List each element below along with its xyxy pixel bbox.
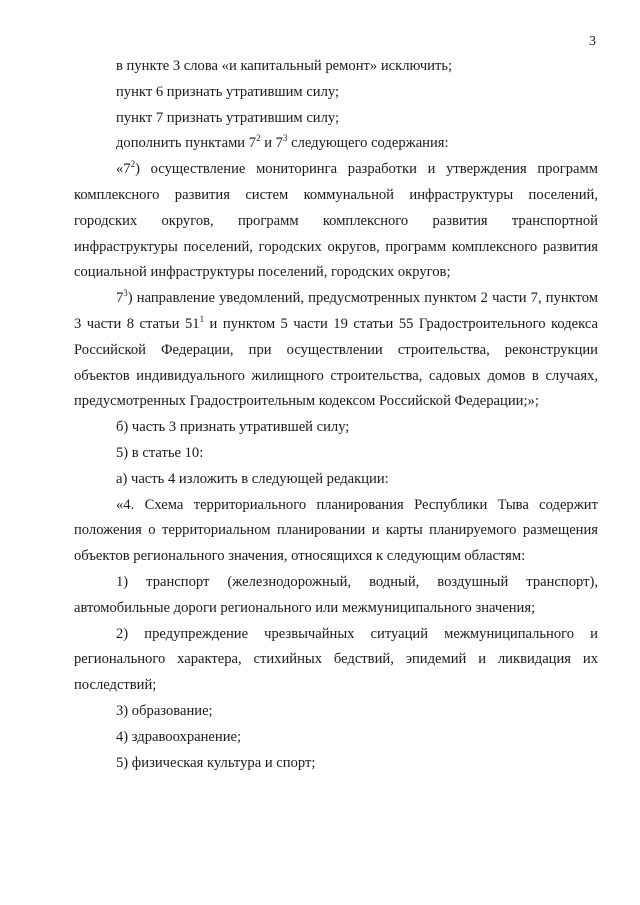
- paragraph: 4) здравоохранение;: [116, 728, 242, 745]
- paragraph: б) часть 3 признать утратившей силу;: [116, 419, 350, 436]
- paragraph: 5) физическая культура и спорт;: [116, 754, 316, 771]
- paragraph: 1) транспорт (железнодорожный, водный, воздушный транспорт), автомобильные дороги регионального или межмуниципального значения;: [74, 573, 598, 616]
- paragraph: 2) предупреждение чрезвычайных ситуаций межмуниципального и регионального характера, стихийных бедствий, эпидемий и ликвидация их последствий;: [74, 625, 598, 694]
- paragraph: [74, 157, 598, 286]
- text-span: и 7: [260, 135, 283, 152]
- superscript: 3: [123, 288, 128, 299]
- paragraph: [74, 131, 598, 157]
- paragraph: пункт 6 признать утратившим силу;: [116, 83, 340, 100]
- text-span: и пунктом 5 части 19 статьи 55 Градостроительного кодекса Российской Федерации, при осуществлении строительства, реконструкции объектов индивидуального жилищного строительства, садовых домов в случаях, предусмотренных Градостроительным кодексом Российской Федерации;»;: [74, 315, 598, 410]
- document-body: [74, 54, 598, 776]
- paragraph: «4. Схема территориального планирования Республики Тыва содержит положения о территориальном планировании и карты планируемого размещения объектов регионального значения, относящихся к следующим областям:: [74, 496, 598, 565]
- text-span: дополнить пунктами 7: [116, 135, 257, 152]
- text-span: следующего содержания:: [287, 135, 449, 152]
- paragraph: пункт 7 признать утратившим силу;: [116, 109, 340, 126]
- superscript: 2: [130, 159, 136, 170]
- text-span: 7: [116, 290, 124, 307]
- superscript: 2: [256, 133, 261, 144]
- superscript: 3: [282, 133, 288, 144]
- page-number: 3: [589, 34, 596, 49]
- paragraph: 3) образование;: [116, 702, 213, 719]
- paragraph: а) часть 4 изложить в следующей редакции:: [116, 470, 389, 487]
- paragraph: в пункте 3 слова «и капитальный ремонт» исключить;: [116, 58, 453, 74]
- paragraph: [74, 286, 598, 415]
- text-span: «7: [116, 161, 131, 178]
- paragraph: 5) в статье 10:: [116, 444, 204, 461]
- superscript: 1: [199, 313, 205, 324]
- text-span: ) осуществление мониторинга разработки и утверждения программ комплексного развития систем коммунальной инфраструктуры поселений, городских округов, программ комплексного развития транспортной инфраструктуры поселений, городских округов, программ комплексного развития социальной инфраструктуры поселений, городских округов;: [74, 161, 598, 281]
- text-span: ) направление уведомлений, предусмотренных пунктом 2 части 7, пунктом 3 части 8 статьи 51: [74, 290, 598, 332]
